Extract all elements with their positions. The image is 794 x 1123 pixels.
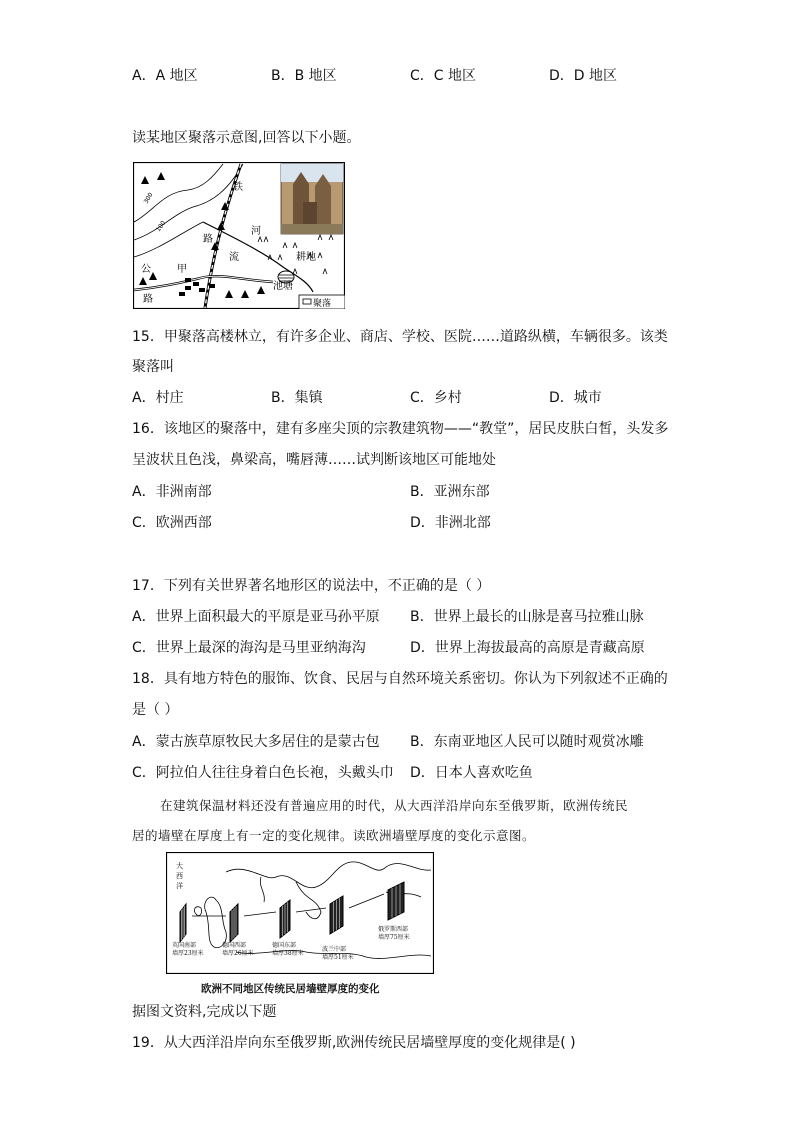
legend-settlement-label: 聚落 — [313, 299, 332, 309]
wall-map-caption: 欧洲不同地区传统民居墙壁厚度的变化 — [201, 983, 380, 995]
ocean-label-3: 洋 — [176, 882, 183, 890]
wall-region-4: 波兰中部 — [322, 946, 347, 953]
wall-label-5 — [378, 926, 410, 942]
q16-stem-line2: 呈波状且色浅，鼻梁高，嘴唇薄……试判断该地区可能地处 — [132, 452, 496, 468]
q18-option-d: D．日本人喜欢吃鱼 — [410, 765, 533, 781]
contour-300-label: 300 — [142, 191, 155, 205]
q17-option-a: A．世界上面积最大的平原是亚马孙平原 — [132, 609, 380, 625]
q15-option-a: A．村庄 — [132, 390, 184, 406]
q15-option-b: B．集镇 — [271, 390, 323, 406]
q18-option-c: C．阿拉伯人往往身着白色长袍，头戴头巾 — [132, 765, 394, 781]
settlement-map — [133, 162, 345, 309]
q19-stem: 19．从大西洋沿岸向东至俄罗斯,欧洲传统民居墙壁厚度的变化规律是( ) — [132, 1035, 576, 1051]
q14-option-c: C．C 地区 — [410, 68, 477, 84]
wall-thickness-2: 墙厚26厘米 — [222, 950, 254, 957]
q16-option-b: B．亚洲东部 — [410, 484, 490, 500]
pond-label: 池塘 — [273, 281, 293, 292]
q16-stem-line1: 16．该地区的聚落中，建有多座尖顶的宗教建筑物——“教堂”，居民皮肤白皙，头发多 — [132, 421, 669, 437]
wall-label-2 — [222, 942, 254, 958]
q15-option-d: D．城市 — [549, 390, 602, 406]
contour-100-label: 100 — [154, 219, 168, 234]
q14-option-a: A．A 地区 — [132, 68, 198, 84]
q15-stem-line1: 15．甲聚落高楼林立，有许多企业、商店、学校、医院……道路纵横，车辆很多。该类 — [132, 329, 668, 345]
river-label-2: 流 — [229, 252, 239, 263]
settlement-intro: 读某地区聚落示意图,回答以下小题。 — [132, 130, 361, 146]
q17-stem: 17．下列有关世界著名地形区的说法中，不正确的是（ ） — [132, 578, 491, 594]
road-label-2: 路 — [143, 294, 153, 305]
wall-label-3 — [272, 942, 304, 958]
farmland-label: 耕地 — [296, 252, 316, 263]
wall-thickness-1: 墙厚23厘米 — [172, 950, 204, 957]
wall-region-2: 德国西部 — [222, 942, 247, 949]
wall-intro-line1: 在建筑保温材料还没有普遍应用的时代，从大西洋沿岸向东至俄罗斯，欧洲传统民 — [160, 798, 629, 813]
wall-region-1: 英国南部 — [172, 942, 197, 949]
q15-stem-line2: 聚落叫 — [132, 359, 174, 375]
railway-label-2: 路 — [203, 234, 213, 245]
q18-stem-line2: 是（ ） — [132, 702, 179, 718]
wall-intro-2: 据图文资料,完成以下题 — [132, 1004, 277, 1020]
wall-label-1 — [172, 942, 204, 958]
q18-stem-line1: 18．具有地方特色的服饰、饮食、民居与自然环境关系密切。你认为下列叙述不正确的 — [132, 671, 668, 687]
wall-region-5: 俄罗斯西部 — [378, 926, 409, 933]
church-photo — [281, 164, 343, 234]
wall-intro-line2: 居的墙壁在厚度上有一定的变化规律。读欧洲墙壁厚度的变化示意图。 — [132, 828, 536, 843]
wall-region-3: 德国东部 — [272, 942, 297, 949]
railway-label-1: 铁 — [233, 182, 243, 193]
ocean-label-1: 大 — [176, 862, 183, 870]
q16-option-d: D．非洲北部 — [410, 515, 491, 531]
wall-thickness-5: 墙厚75厘米 — [378, 934, 410, 941]
road-label-1: 公 — [141, 264, 151, 275]
q15-option-c: C．乡村 — [410, 390, 462, 406]
q17-option-b: B．世界上最长的山脉是喜马拉雅山脉 — [410, 609, 644, 625]
wall-label-4 — [322, 946, 354, 962]
wall-thickness-map — [166, 852, 434, 974]
q17-option-d: D．世界上海拔最高的高原是青藏高原 — [410, 640, 645, 656]
q14-option-b: B．B 地区 — [271, 68, 337, 84]
q14-option-d: D．D 地区 — [549, 68, 618, 84]
ocean-label-2: 西 — [176, 872, 183, 880]
q18-option-a: A．蒙古族草原牧民大多居住的是蒙古包 — [132, 734, 380, 750]
q17-option-c: C．世界上最深的海沟是马里亚纳海沟 — [132, 640, 366, 656]
wall-thickness-3: 墙厚38厘米 — [272, 950, 304, 957]
q16-option-a: A．非洲南部 — [132, 484, 212, 500]
q16-option-c: C．欧洲西部 — [132, 515, 212, 531]
settlement-jia-label: 甲 — [177, 264, 187, 275]
q18-option-b: B．东南亚地区人民可以随时观赏冰雕 — [410, 734, 644, 750]
river-label-1: 河 — [251, 226, 261, 237]
wall-thickness-4: 墙厚51厘米 — [322, 954, 354, 961]
